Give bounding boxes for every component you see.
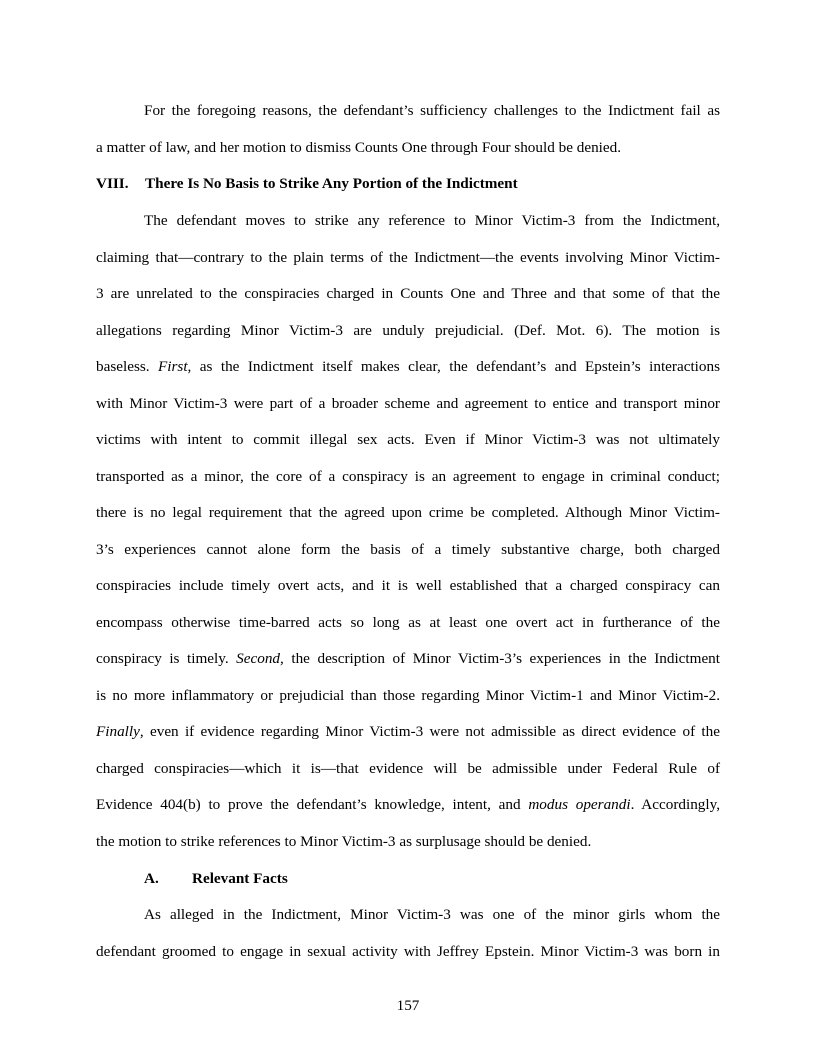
- text-line: is no more inflammatory or prejudicial than those regarding Minor Victim-1 and Minor Victim-2.: [96, 686, 720, 704]
- text-line: victims with intent to commit illegal sex acts. Even if Minor Victim-3 was not ultimately: [96, 431, 720, 448]
- text-run-italic: Finally: [96, 723, 140, 740]
- text-run: , even if evidence regarding Minor Victim-3 were not admissible as direct evidence of the: [139, 723, 720, 740]
- subsection-heading: [144, 861, 288, 898]
- text-run-italic: modus operandi: [528, 796, 631, 813]
- subsection-title: Relevant Facts: [192, 870, 288, 887]
- text-run: , as the Indictment itself makes clear, the defendant’s and Epstein’s interactions: [187, 358, 720, 375]
- text-line: with Minor Victim-3 were part of a broader scheme and agreement to entice and transport minor: [96, 394, 720, 412]
- text-line: As alleged in the Indictment, Minor Victim-3 was one of the minor girls whom the: [144, 906, 720, 923]
- text-line: conspiracies include timely overt acts, and it is well established that a charged conspiracy can: [96, 577, 720, 594]
- text-line: [96, 714, 720, 751]
- text-line: [96, 641, 720, 678]
- text-line: For the foregoing reasons, the defendant’s sufficiency challenges to the Indictment fail as: [144, 102, 720, 119]
- text-line: charged conspiracies—which it is—that evidence will be admissible under Federal Rule of: [96, 759, 720, 777]
- text-run: . Accordingly,: [630, 796, 720, 813]
- text-run: , the description of Minor Victim-3’s experiences in the Indictment: [280, 650, 720, 667]
- text-line: the motion to strike references to Minor Victim-3 as surplusage should be denied.: [96, 832, 592, 850]
- page-number: 157: [396, 997, 420, 1014]
- text-line: 3 are unrelated to the conspiracies charged in Counts One and Three and that some of that the: [96, 285, 720, 302]
- text-line: 3’s experiences cannot alone form the basis of a timely substantive charge, both charged: [96, 540, 720, 558]
- text-run: baseless.: [96, 358, 158, 375]
- paragraph-conclusion: [96, 93, 720, 166]
- text-run: conspiracy is timely.: [96, 650, 237, 667]
- text-run-italic: Second: [236, 650, 281, 667]
- subsection-number: A.: [144, 870, 159, 887]
- text-line: transported as a minor, the core of a conspiracy is an agreement to engage in criminal conduct;: [96, 467, 720, 485]
- text-line: claiming that—contrary to the plain terms of the Indictment—the events involving Minor Victim-: [96, 248, 720, 266]
- text-line: allegations regarding Minor Victim-3 are unduly prejudicial. (Def. Mot. 6). The motion is: [96, 321, 720, 339]
- text-line: encompass otherwise time-barred acts so long as at least one overt act in furtherance of the: [96, 613, 720, 631]
- section-heading: [96, 166, 518, 203]
- text-line: [96, 787, 720, 824]
- text-run: Evidence 404(b) to prove the defendant’s knowledge, intent, and: [96, 796, 529, 813]
- paragraph-facts: [96, 897, 720, 970]
- text-line: a matter of law, and her motion to dismiss Counts One through Four should be denied.: [96, 138, 622, 156]
- text-line: defendant groomed to engage in sexual activity with Jeffrey Epstein. Minor Victim-3 was born in: [96, 942, 720, 960]
- text-line: [96, 349, 720, 386]
- text-line: The defendant moves to strike any reference to Minor Victim-3 from the Indictment,: [144, 212, 720, 229]
- section-title: There Is No Basis to Strike Any Portion of the Indictment: [145, 175, 518, 192]
- text-run-italic: First: [158, 358, 188, 375]
- section-number: VIII.: [96, 175, 129, 192]
- text-line: there is no legal requirement that the agreed upon crime be completed. Although Minor Victim-: [96, 504, 720, 521]
- paragraph-argument: [96, 203, 720, 860]
